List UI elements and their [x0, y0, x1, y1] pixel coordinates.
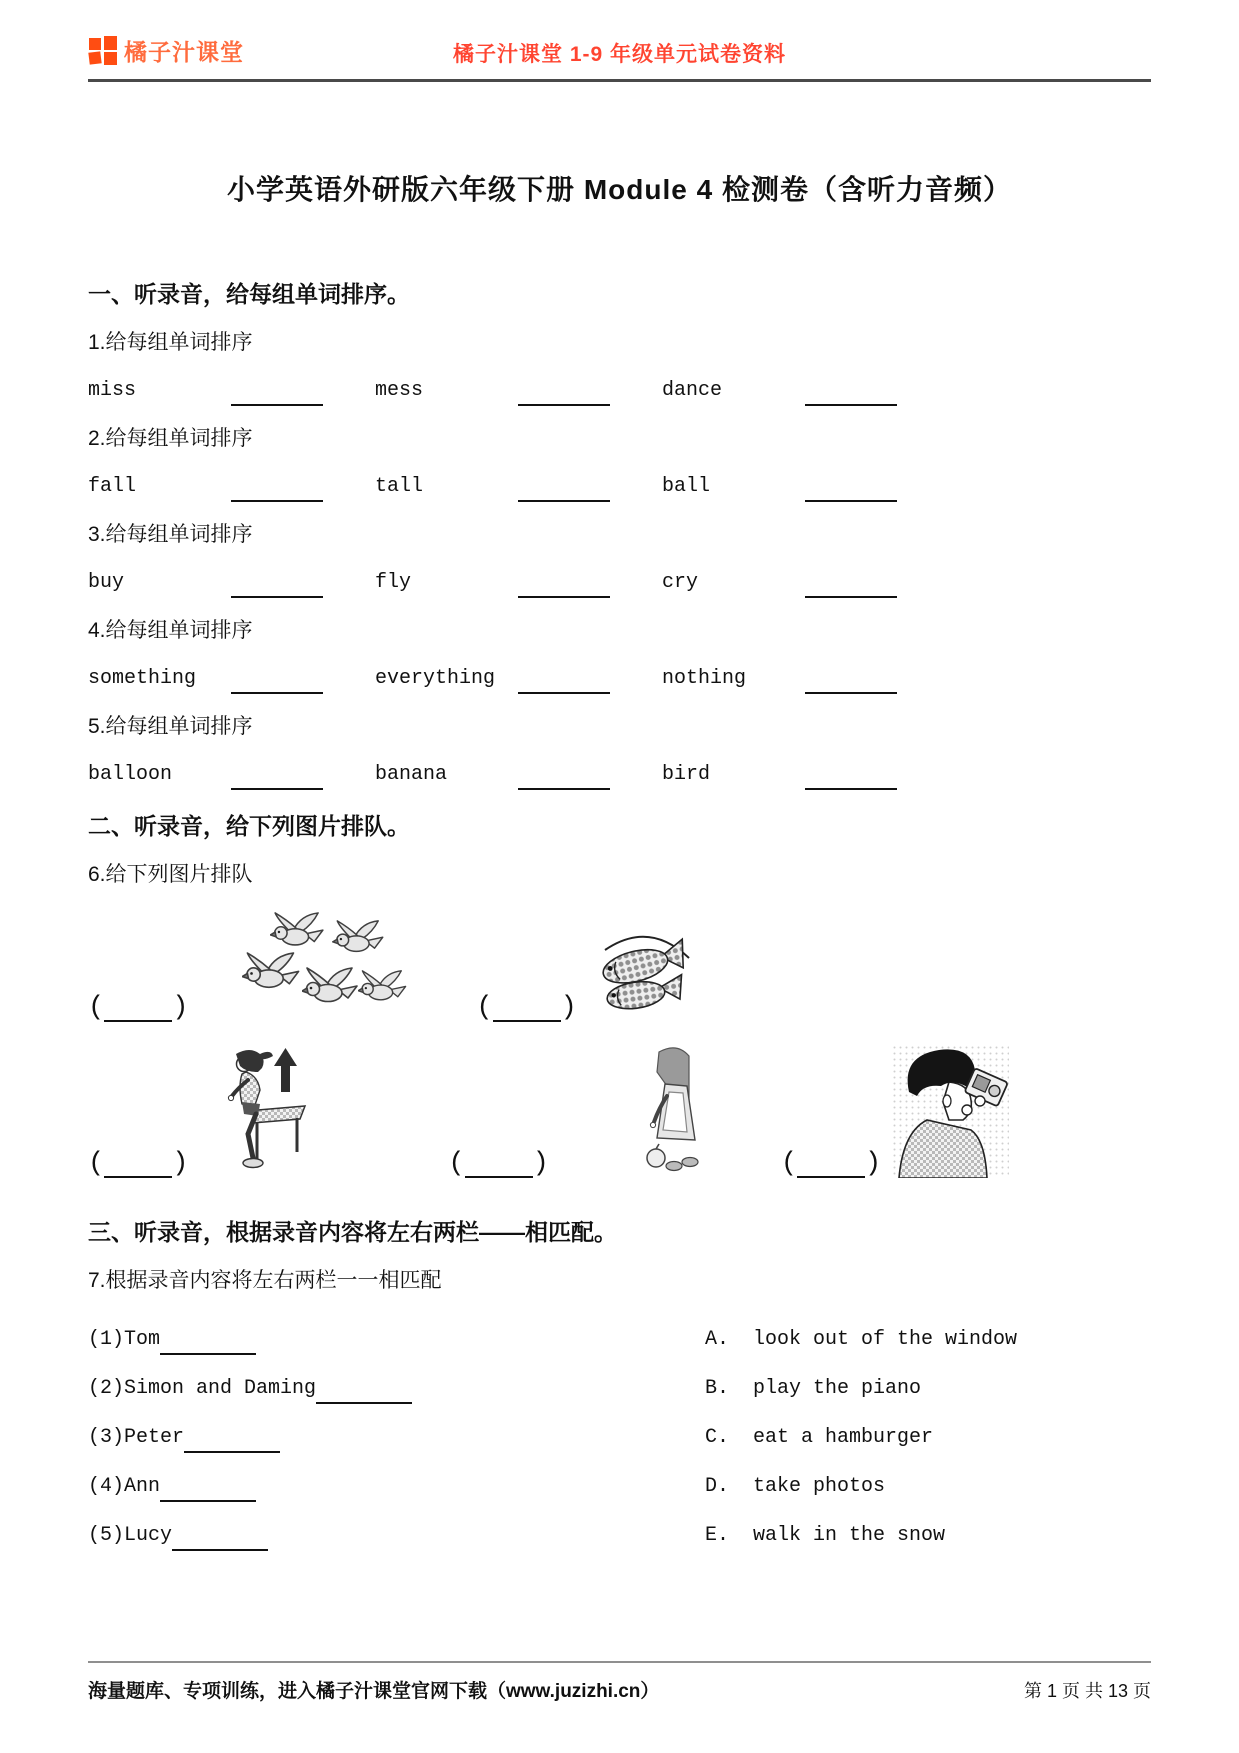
section-2-heading: 二、听录音，给下列图片排队。	[88, 813, 410, 839]
word: cry	[662, 571, 699, 594]
match-right-option: B. play the piano	[705, 1377, 922, 1400]
word-row-2	[88, 472, 1151, 502]
word-row-5	[88, 760, 1151, 790]
answer-blank	[231, 480, 323, 502]
answer-blank	[231, 672, 323, 694]
match-right-option: C. eat a hamburger	[705, 1426, 934, 1449]
order-blank	[781, 1151, 881, 1178]
answer-blank	[805, 768, 897, 790]
word: fall	[88, 475, 137, 498]
paren: (	[448, 1149, 465, 1179]
order-blank	[448, 1151, 548, 1178]
answer-blank	[518, 672, 610, 694]
word: miss	[88, 379, 137, 402]
paren: (	[780, 1149, 798, 1179]
fish-image	[591, 928, 695, 1022]
page-footer	[88, 1661, 1151, 1703]
answer-blank	[316, 1384, 412, 1404]
picture-row-1	[88, 910, 1151, 1022]
answer-blank	[465, 1153, 533, 1178]
item-1-label: 1.给每组单词排序	[88, 331, 253, 354]
answer-blank	[518, 480, 610, 502]
picture-row-2	[88, 1040, 1151, 1178]
answer-blank	[805, 672, 897, 694]
answer-blank	[518, 768, 610, 790]
answer-blank	[805, 480, 897, 502]
match-row	[88, 1373, 1151, 1404]
word: something	[88, 667, 197, 690]
answer-blank	[172, 1531, 268, 1551]
word-row-3	[88, 568, 1151, 598]
page-header	[88, 0, 1151, 82]
match-left-text: (1)Tom	[88, 1328, 161, 1351]
answer-blank	[160, 1335, 256, 1355]
answer-blank	[231, 768, 323, 790]
drop-ball-image	[645, 1046, 721, 1178]
word-row-1	[88, 376, 1151, 406]
match-left-text: (2)Simon and Daming	[88, 1377, 317, 1400]
match-left-text: (5)Lucy	[88, 1524, 173, 1547]
item-3-label: 3.给每组单词排序	[88, 523, 253, 546]
paren: )	[532, 1149, 549, 1179]
word-row-4	[88, 664, 1151, 694]
word: tall	[375, 475, 424, 498]
word: nothing	[662, 667, 747, 690]
word: fly	[375, 571, 412, 594]
answer-blank	[805, 576, 897, 598]
match-row	[88, 1324, 1151, 1355]
word: everything	[375, 667, 496, 690]
word: ball	[662, 475, 711, 498]
item-2-label: 2.给每组单词排序	[88, 427, 253, 450]
answer-blank	[231, 576, 323, 598]
section-1-heading: 一、听录音，给每组单词排序。	[88, 281, 410, 307]
word: banana	[375, 763, 448, 786]
answer-blank	[231, 384, 323, 406]
order-blank	[88, 1151, 188, 1178]
footer-promo-text: 海量题库、专项训练，进入橘子汁课堂官网下载（www.juzizhi.cn）	[88, 1681, 660, 1702]
word: bird	[662, 763, 711, 786]
logo-text: 橘子汁课堂	[124, 39, 244, 65]
answer-blank	[805, 384, 897, 406]
match-right-option: A. look out of the window	[705, 1328, 1018, 1351]
answer-blank	[493, 997, 561, 1022]
answer-blank	[104, 1153, 172, 1178]
match-row	[88, 1471, 1151, 1502]
birds-image	[240, 912, 410, 1022]
header-title: 橘子汁课堂 1-9 年级单元试卷资料	[452, 43, 787, 66]
answer-blank	[160, 1482, 256, 1502]
paren: (	[476, 993, 493, 1023]
match-row	[88, 1520, 1151, 1551]
answer-blank	[518, 384, 610, 406]
section-3-heading: 三、听录音，根据录音内容将左右两栏——相匹配。	[88, 1219, 617, 1245]
paren: )	[172, 1149, 189, 1179]
paren: )	[172, 993, 189, 1023]
page-number: 第 1 页 共 13 页	[1023, 1681, 1151, 1701]
word: buy	[88, 571, 125, 594]
answer-blank	[184, 1433, 280, 1453]
exam-title: 小学英语外研版六年级下册 Module 4 检测卷（含听力音频）	[227, 174, 1012, 205]
item-5-label: 5.给每组单词排序	[88, 715, 253, 738]
match-row	[88, 1422, 1151, 1453]
answer-blank	[518, 576, 610, 598]
answer-blank	[104, 997, 172, 1022]
paren: )	[865, 1149, 882, 1179]
match-right-option: E. walk in the snow	[705, 1524, 946, 1547]
order-blank	[476, 995, 576, 1022]
paren: )	[560, 993, 577, 1023]
order-blank	[88, 995, 188, 1022]
match-left-text: (4)Ann	[88, 1475, 161, 1498]
paren: (	[88, 993, 105, 1023]
paren: (	[88, 1149, 105, 1179]
match-left-text: (3)Peter	[88, 1426, 185, 1449]
word: balloon	[88, 763, 173, 786]
item-6-label: 6.给下列图片排队	[88, 863, 253, 886]
item-4-label: 4.给每组单词排序	[88, 619, 253, 642]
word: mess	[375, 379, 424, 402]
match-right-option: D. take photos	[705, 1475, 886, 1498]
stand-up-image	[208, 1046, 308, 1178]
word: dance	[662, 379, 723, 402]
answer-blank	[797, 1153, 865, 1178]
item-7-label: 7.根据录音内容将左右两栏一一相匹配	[88, 1269, 442, 1292]
take-photos-image	[893, 1046, 1009, 1178]
